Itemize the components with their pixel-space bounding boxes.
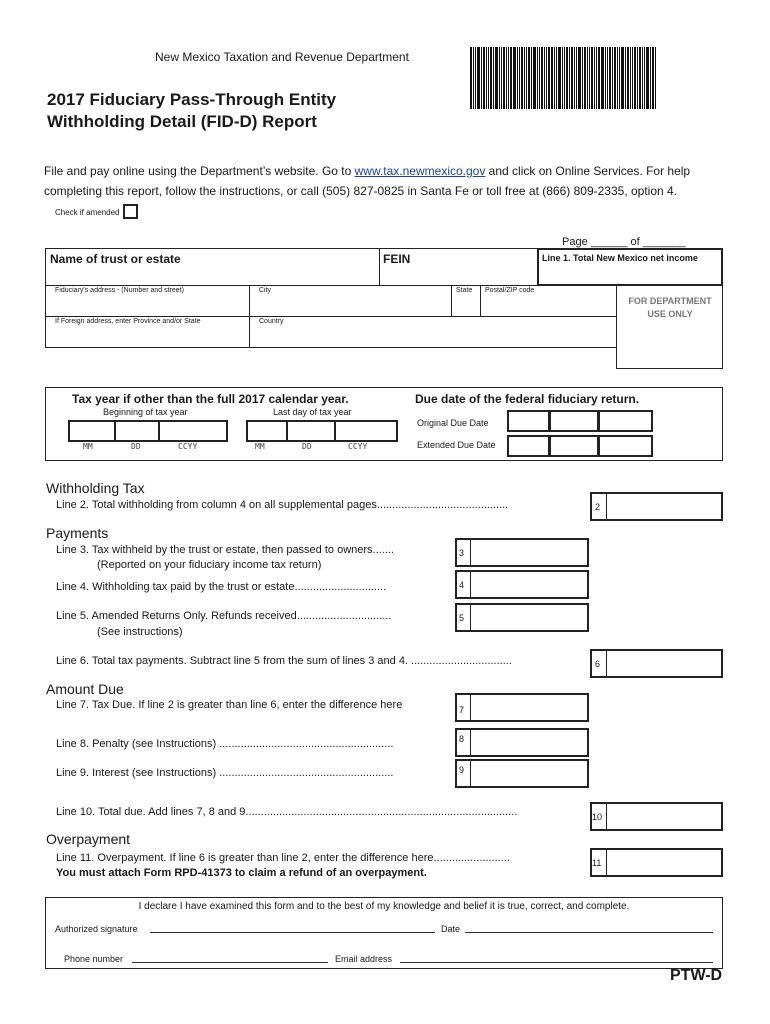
line5-label: Line 5. Amended Returns Only. Refunds received...............................: [56, 610, 392, 622]
barcode-bar: [591, 47, 593, 109]
barcode-bar: [521, 47, 523, 109]
tax-year-heading: Tax year if other than the full 2017 calendar year.: [72, 392, 349, 406]
barcode-bar: [503, 47, 505, 109]
line5-field[interactable]: [455, 603, 589, 632]
end-mm-field[interactable]: [246, 420, 288, 442]
email-label: Email address: [335, 954, 393, 964]
country-field[interactable]: [249, 316, 617, 348]
barcode-bar: [473, 47, 474, 109]
begin-mm-field[interactable]: [68, 420, 116, 442]
line10-field[interactable]: [590, 802, 723, 831]
barcode-bar: [546, 47, 547, 109]
barcode-bar: [630, 47, 631, 109]
last-day-label: Last day of tax year: [273, 407, 352, 417]
beginning-label: Beginning of tax year: [103, 407, 188, 417]
line7-field[interactable]: [455, 693, 589, 722]
barcode-bar: [490, 47, 492, 109]
state-label: State: [456, 287, 473, 294]
barcode-bar: [605, 47, 606, 109]
section-withholding: Withholding Tax: [46, 480, 145, 496]
barcode-bar: [598, 47, 600, 109]
barcode-bar: [574, 47, 575, 109]
intro-text: File and pay online using the Department’s website. Go to: [44, 164, 355, 178]
name-field[interactable]: [45, 248, 380, 286]
barcode-bar: [609, 47, 611, 109]
barcode-bar: [558, 47, 561, 109]
barcode-bar: [582, 47, 583, 109]
check-amended-label: Check if amended: [55, 208, 120, 217]
barcode-bar: [614, 47, 616, 109]
original-due-ccyy[interactable]: [598, 410, 653, 432]
barcode-bar: [650, 47, 651, 109]
barcode-bar: [517, 47, 518, 109]
barcode-bar: [564, 47, 565, 109]
phone-label: Phone number: [64, 954, 124, 964]
barcode-bar: [528, 47, 530, 109]
barcode-bar: [481, 47, 482, 109]
barcode-bar: [601, 47, 604, 109]
barcode-bar: [477, 47, 480, 109]
original-due-label: Original Due Date: [417, 418, 489, 428]
address-label: Fiduciary's address - (Number and street): [55, 287, 184, 294]
barcode-bar: [541, 47, 543, 109]
section-overpayment: Overpayment: [46, 831, 131, 847]
line4-field[interactable]: [455, 570, 589, 599]
barcode-bar: [594, 47, 595, 109]
barcode-bar: [627, 47, 629, 109]
department-name: New Mexico Taxation and Revenue Department: [155, 50, 409, 64]
line10-number: 10: [592, 812, 603, 822]
fein-label: FEIN: [383, 252, 411, 266]
zip-label: Postal/ZIP code: [485, 287, 535, 294]
line8-label: Line 8. Penalty (see Instructions) .........................................................: [56, 738, 394, 750]
barcode-bar: [539, 47, 540, 109]
department-use-label: FOR DEPARTMENT USE ONLY: [628, 296, 712, 319]
line2-label: Line 2. Total withholding from column 4 on all supplemental pages...........................................: [56, 499, 509, 511]
extended-due-mm[interactable]: [507, 435, 550, 457]
barcode-bar: [524, 47, 525, 109]
barcode-bar: [483, 47, 485, 109]
line3-number: 3: [459, 548, 465, 558]
line7-number: 7: [459, 705, 465, 715]
barcode-bar: [621, 47, 624, 109]
city-label: City: [259, 287, 272, 294]
barcode-bar: [548, 47, 550, 109]
barcode-bar: [584, 47, 586, 109]
barcode-bar: [493, 47, 494, 109]
barcode-bar: [531, 47, 532, 109]
form-title-line2: Withholding Detail (FID-D) Report: [47, 112, 317, 131]
barcode-bar: [596, 47, 597, 109]
name-label: Name of trust or estate: [50, 252, 181, 266]
barcode-bar: [644, 47, 645, 109]
extended-due-label: Extended Due Date: [417, 440, 496, 450]
barcode-bar: [475, 47, 476, 109]
line6-field[interactable]: [590, 649, 723, 678]
intro-line2: completing this report, follow the instructions, or call (505) 827-0825 in Santa Fe or toll free at (866) 809-2335, option 4.: [44, 184, 678, 198]
barcode-bar: [612, 47, 613, 109]
begin-dd-label: DD: [131, 442, 141, 451]
email-field[interactable]: [400, 952, 713, 963]
intro-text-after: and click on Online Services. For help: [485, 164, 691, 178]
barcode-bar: [652, 47, 654, 109]
form-title-line1: 2017 Fiduciary Pass-Through Entity: [47, 90, 337, 109]
line11-number: 11: [592, 858, 602, 868]
begin-ccyy-field[interactable]: [158, 420, 228, 442]
end-mm-label: MM: [255, 442, 265, 451]
barcode: [470, 47, 720, 109]
country-label: Country: [259, 318, 284, 325]
end-dd-field[interactable]: [286, 420, 336, 442]
barcode-bar: [488, 47, 489, 109]
barcode-bar: [576, 47, 577, 109]
line3-label: Line 3. Tax withheld by the trust or estate, then passed to owners.......: [56, 544, 394, 556]
line3-field[interactable]: [455, 538, 589, 567]
barcode-bar: [533, 47, 536, 109]
barcode-bar: [537, 47, 538, 109]
line8-field[interactable]: [455, 728, 589, 757]
due-date-heading: Due date of the federal fiduciary return.: [415, 392, 640, 406]
barcode-bar: [556, 47, 557, 109]
line2-number: 2: [595, 502, 601, 512]
foreign-label: If Foreign address, enter Province and/or State: [55, 318, 201, 325]
barcode-bar: [589, 47, 590, 109]
line9-label: Line 9. Interest (see Instructions) .........................................................: [56, 767, 394, 779]
line7-label: Line 7. Tax Due. If line 2 is greater than line 6, enter the difference here: [56, 699, 403, 711]
line6-label: Line 6. Total tax payments. Subtract line 5 from the sum of lines 3 and 4. .................................: [56, 655, 512, 667]
line8-number: 8: [459, 734, 465, 744]
barcode-bar: [569, 47, 570, 109]
line11-note: You must attach Form RPD-41373 to claim a refund of an overpayment.: [56, 867, 427, 879]
date-field[interactable]: [465, 922, 713, 933]
form-id: PTW-D: [670, 967, 723, 984]
line11-field[interactable]: [590, 848, 723, 877]
barcode-bar: [607, 47, 608, 109]
barcode-bar: [634, 47, 636, 109]
section-payments: Payments: [46, 525, 109, 541]
line5-sub-label: (See instructions): [97, 626, 183, 638]
line5-number: 5: [459, 613, 465, 623]
barcode-bar: [637, 47, 638, 109]
declaration-text: I declare I have examined this form and to the best of my knowledge and belief it is true, correct, and complete.: [138, 901, 630, 912]
barcode-bar: [554, 47, 555, 109]
barcode-bar: [632, 47, 633, 109]
line4-label: Line 4. Withholding tax paid by the trust or estate..............................: [56, 581, 387, 593]
barcode-bar: [655, 47, 656, 109]
line11-label: Line 11. Overpayment. If line 6 is greater than line 2, enter the difference here.........................: [56, 852, 510, 864]
barcode-bar: [495, 47, 498, 109]
barcode-bar: [486, 47, 487, 109]
barcode-bar: [526, 47, 527, 109]
barcode-bar: [506, 47, 507, 109]
zip-field[interactable]: [480, 285, 617, 317]
barcode-bar: [619, 47, 620, 109]
phone-field[interactable]: [132, 952, 328, 963]
barcode-bar: [510, 47, 512, 109]
line1-label: Line 1. Total New Mexico net income: [542, 253, 698, 263]
city-field[interactable]: [249, 285, 452, 317]
barcode-bar: [551, 47, 553, 109]
barcode-bar: [544, 47, 545, 109]
barcode-bar: [519, 47, 520, 109]
line10-label: Line 10. Total due. Add lines 7, 8 and 9.........................................................................................: [56, 806, 518, 818]
end-dd-label: DD: [302, 442, 312, 451]
line6-number: 6: [595, 659, 601, 669]
extended-due-dd[interactable]: [549, 435, 599, 457]
extended-due-ccyy[interactable]: [598, 435, 653, 457]
date-label: Date: [441, 924, 461, 934]
original-due-dd[interactable]: [549, 410, 599, 432]
barcode-bar: [646, 47, 649, 109]
line9-number: 9: [459, 765, 465, 775]
page-of: Page ______ of _______: [562, 236, 686, 248]
original-due-mm[interactable]: [507, 410, 550, 432]
barcode-bar: [499, 47, 500, 109]
intro-line1: [44, 164, 690, 178]
end-ccyy-label: CCYY: [348, 442, 368, 451]
line3-sub-label: (Reported on your fiduciary income tax return): [97, 559, 322, 571]
begin-dd-field[interactable]: [114, 420, 160, 442]
line4-number: 4: [459, 580, 465, 590]
barcode-bar: [578, 47, 581, 109]
end-ccyy-field[interactable]: [334, 420, 398, 442]
barcode-bar: [587, 47, 588, 109]
line9-field[interactable]: [455, 759, 589, 788]
section-amount-due: Amount Due: [46, 681, 124, 697]
barcode-bar: [571, 47, 573, 109]
barcode-bar: [513, 47, 516, 109]
barcode-bar: [642, 47, 643, 109]
barcode-bar: [470, 47, 472, 109]
begin-ccyy-label: CCYY: [178, 442, 198, 451]
barcode-bar: [508, 47, 509, 109]
barcode-bar: [562, 47, 563, 109]
barcode-bar: [501, 47, 502, 109]
line2-field[interactable]: [590, 492, 723, 521]
barcode-bar: [639, 47, 641, 109]
barcode-bar: [566, 47, 568, 109]
signature-field[interactable]: [150, 922, 435, 933]
barcode-bar: [625, 47, 626, 109]
amended-checkbox[interactable]: [123, 204, 138, 219]
begin-mm-label: MM: [83, 442, 93, 451]
barcode-bar: [617, 47, 618, 109]
signature-label: Authorized signature: [55, 924, 138, 934]
website-link[interactable]: www.tax.newmexico.gov: [354, 164, 486, 178]
